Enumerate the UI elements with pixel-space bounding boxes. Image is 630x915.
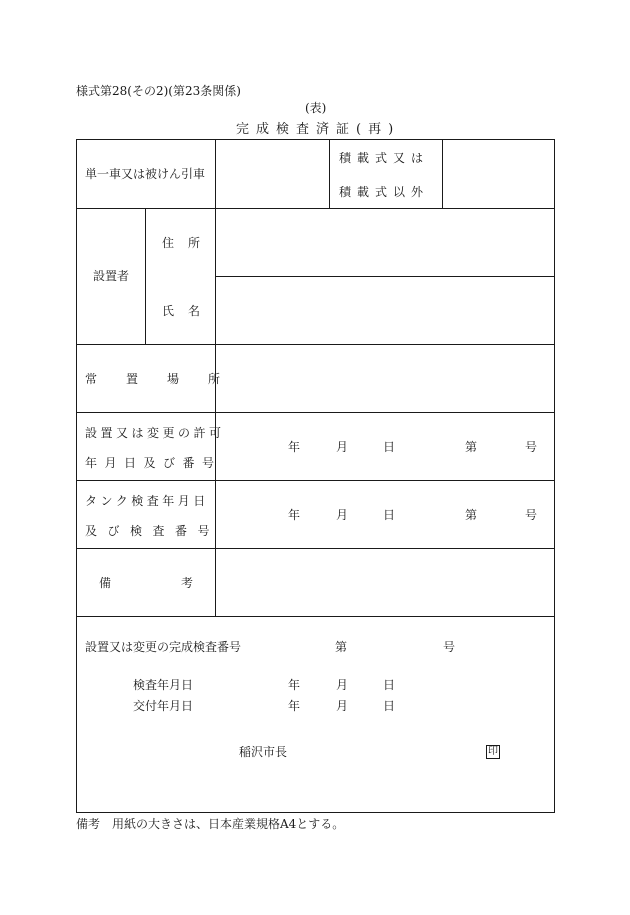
permit-no-prefix: 第 — [465, 440, 478, 454]
permit-year: 年 — [288, 440, 301, 454]
remarks-label: 備考 — [99, 576, 264, 590]
inspection-month: 月 — [336, 678, 349, 692]
row-divider — [215, 276, 554, 277]
column-divider — [145, 208, 146, 344]
permit-label-2: 年月日及び番号 — [85, 456, 222, 470]
loading-type-label-2: 積載式以外 — [339, 185, 430, 199]
name-label: 氏名 — [162, 304, 215, 318]
permit-label-1: 設置又は変更の許可 — [85, 426, 225, 440]
inspection-date-label: 検査年月日 — [133, 678, 194, 692]
tank-no-prefix: 第 — [465, 508, 478, 522]
inspection-year: 年 — [288, 678, 301, 692]
row-divider — [77, 616, 554, 617]
inspection-number-label: 設置又は変更の完成検査番号 — [85, 640, 242, 654]
tank-no-suffix: 号 — [525, 508, 538, 522]
certificate-title: 完成検査済証(再) — [236, 122, 401, 137]
seal-stamp — [486, 745, 500, 759]
vehicle-type-label: 単一車又は被けん引車 — [85, 167, 206, 181]
issue-day: 日 — [383, 699, 396, 713]
form-number: 様式第28(その2)(第23条関係) — [76, 84, 241, 98]
inspection-no-suffix: 号 — [443, 640, 456, 654]
inspection-day: 日 — [383, 678, 396, 692]
row-divider — [77, 480, 554, 481]
location-label: 常置場所 — [85, 372, 250, 386]
loading-type-label-1: 積載式又は — [339, 151, 430, 165]
issuer-name: 稲沢市長 — [239, 745, 288, 759]
inspection-no-prefix: 第 — [335, 640, 348, 654]
tank-day: 日 — [383, 508, 396, 522]
issue-month: 月 — [336, 699, 349, 713]
column-divider — [329, 140, 330, 208]
row-divider — [77, 412, 554, 413]
seal-label: 印 — [488, 746, 498, 757]
permit-no-suffix: 号 — [525, 440, 538, 454]
issue-year: 年 — [288, 699, 301, 713]
tank-inspection-label-1: タンク検査年月日 — [85, 494, 209, 508]
tank-month: 月 — [336, 508, 349, 522]
column-divider — [442, 140, 443, 208]
row-divider — [77, 344, 554, 345]
row-divider — [77, 548, 554, 549]
footer-note: 備考 用紙の大きさは、日本産業規格A4とする。 — [76, 817, 345, 831]
permit-month: 月 — [336, 440, 349, 454]
installer-label: 設置者 — [93, 269, 130, 283]
tank-inspection-label-2: 及び検査番号 — [85, 524, 221, 538]
issue-date-label: 交付年月日 — [133, 699, 194, 713]
page-side-label: (表) — [305, 101, 327, 115]
address-label: 住所 — [162, 236, 215, 250]
tank-year: 年 — [288, 508, 301, 522]
permit-day: 日 — [383, 440, 396, 454]
row-divider — [77, 208, 554, 209]
